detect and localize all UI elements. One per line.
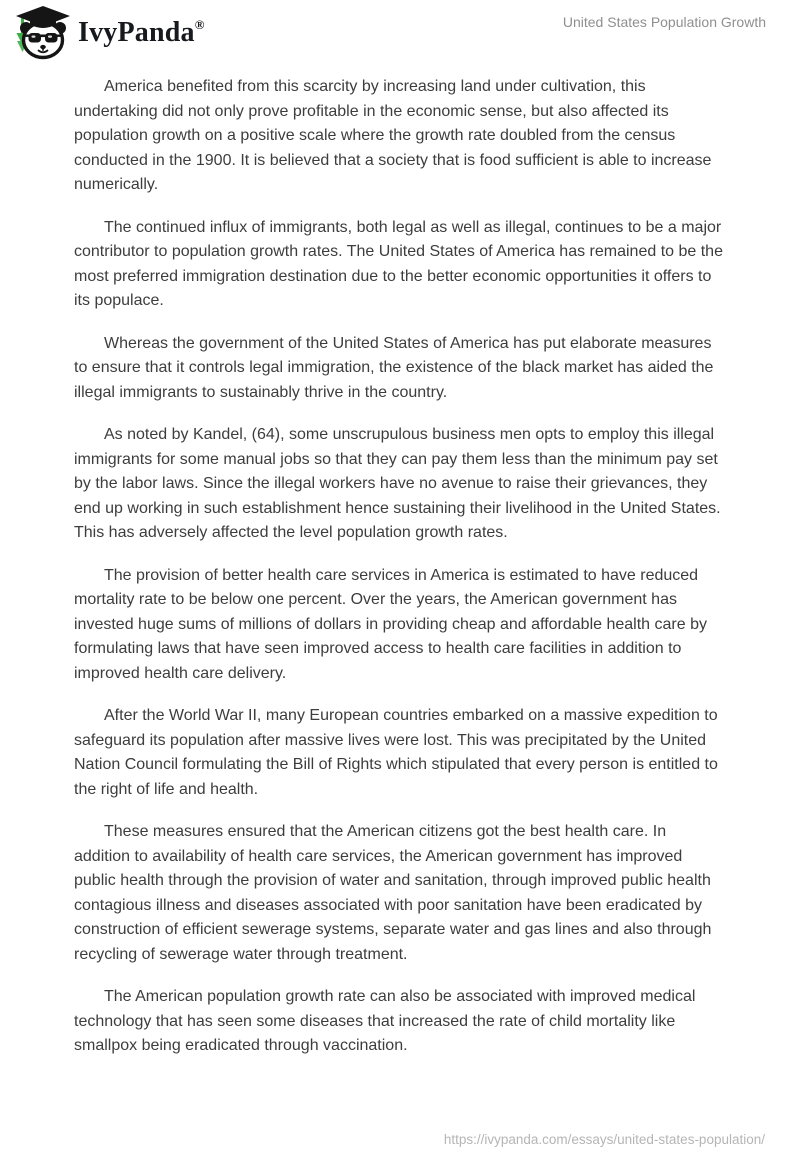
- paragraph: The continued influx of immigrants, both legal as well as illegal, continues to be a major contributor to population growth rates. The United States of America has remained to be the most preferred immigration destination due to the better economic opportunities it offers to its populace.: [74, 218, 723, 309]
- ivypanda-logo: [12, 5, 205, 61]
- page-header: [0, 0, 800, 66]
- page-title: United States Population Growth: [562, 14, 766, 30]
- paragraph: These measures ensured that the American citizens got the best health care. In addition to availability of health care services, the American government has improved public health through the provision of water and sanitation, through improved public health contagious illness and diseases associated with poor sanitation have been eradicated by construction of efficient sewerage systems, separate water and gas lines and also through recycling of sewerage water through treatment.: [74, 823, 712, 963]
- source-url: https://ivypanda.com/essays/united-states-population/: [443, 1132, 765, 1147]
- paragraph: The American population growth rate can also be associated with improved medical technology that has seen some diseases that increased the rate of child mortality like smallpox being eradicated through vaccination.: [74, 988, 696, 1054]
- paragraph: After the World War II, many European countries embarked on a massive expedition to safeguard its population after massive lives were lost. This was precipitated by the United Nation Council formulating the Bill of Rights which stipulated that every person is entitled to the right of life and health.: [74, 707, 718, 798]
- panda-graduate-icon: [12, 5, 70, 61]
- paragraph: America benefited from this scarcity by increasing land under cultivation, this undertaking did not only prove profitable in the economic sense, but also affected its population growth on a positive scale where the growth rate doubled from the census conducted in the 1900. It is believed that a society that is food sufficient is able to increase numerically.: [74, 78, 712, 193]
- paragraph: As noted by Kandel, (64), some unscrupulous business men opts to employ this illegal immigrants for some manual jobs so that they can pay them less than the minimum pay set by the labor laws. Since the illegal workers have no avenue to raise their grievances, they end up working in such establishment hence sustaining their livelihood in the United States. This has adversely affected the level population growth rates.: [74, 426, 721, 541]
- paragraph: Whereas the government of the United States of America has put elaborate measures to ensure that it controls legal immigration, the existence of the black market has aided the illegal immigrants to sustainably thrive in the country.: [74, 334, 714, 401]
- paragraph: The provision of better health care services in America is estimated to have reduced mortality rate to be below one percent. Over the years, the American government has invested huge sums of millions of dollars in providing cheap and affordable health care by formulating laws that have seen improved access to health care facilities in addition to improved health care delivery.: [74, 566, 707, 682]
- essay-content: [74, 75, 726, 1059]
- brand-name: IvyPanda®: [78, 17, 205, 48]
- registered-trademark-symbol: ®: [194, 17, 205, 32]
